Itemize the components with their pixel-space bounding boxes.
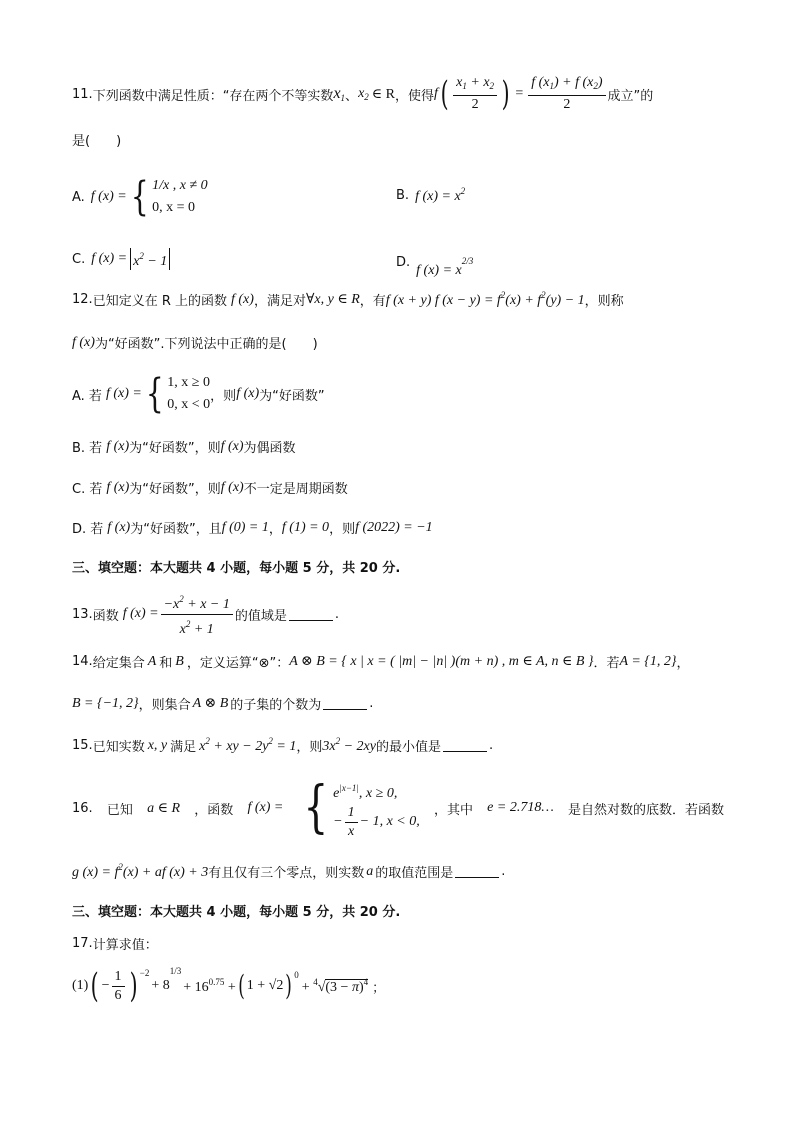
q17-part1: (1) ( − $\frac{1}{6}$ ) −2 + 8 1/3 + $16^{0.75}$ + ( 1 + √2 ) 0 + $^4√(3 - \pi)^4$ ；	[72, 966, 386, 1006]
q11-a-case1: 1/x , x ≠ 0	[152, 178, 208, 193]
q13-answer-blank[interactable]	[289, 608, 333, 621]
q11-a-case2: 0, x = 0	[152, 200, 196, 215]
q14-line1: 14. 给定集合 A 和 B ，定义运算“⊗”： A ⊗ B = { x | x = ( |m| − |n| )(m + n) , m ∈ A, n ∈ B } ．若 A = {1, 2} ，	[72, 653, 690, 671]
section-heading-fill-in-2: 三、填空题：本大题共 4 小题，每小题 5 分，共 20 分.	[72, 905, 401, 920]
q12-option-b: B. 若 f (x) 为“好函数”，则 f (x) 为偶函数	[72, 438, 296, 456]
q11-option-d: D. f $(x) = x^{2/3}$	[396, 255, 474, 278]
q11-number: 11.	[72, 86, 93, 102]
q11-option-a: A. f (x) = { 1/x , x ≠ 0 0, x = 0	[72, 174, 208, 220]
q11-frac-left: $\frac{x_1 + x_2}{2}$	[453, 75, 497, 113]
q16-line1: 16. 已知 a ∈ R ，函数 f (x) = { $e^{|x-1|}$, x ≥ 0, − $\frac{1}{x}$ − 1, x < 0, ，其中 e = 2.718… 是自然对数的底数．若函数	[72, 775, 724, 840]
q11-line2: 是( )	[72, 134, 122, 149]
q12-line2: f (x) 为“好函数”.下列说法中正确的是( )	[72, 334, 318, 352]
q12-line1: 12. 已知定义在 R 上的函数 f (x) ，满足对 ∀x, y ∈ R ，有 f (x + y) f $(x - y) = f^2(x) + f^2(y) - 1$ ，则称	[72, 290, 624, 309]
q11-stem: 下列函数中满足性质：“存在两个不等实数	[92, 88, 334, 104]
q14-number: 14.	[72, 654, 93, 669]
q16-line2: g $(x) = f^2(x)$ + af (x) + 3 有且仅有三个零点，则实数 a 的取值范围是 .	[72, 862, 506, 881]
q14-line2: B = {−1, 2} ，则集合 A ⊗ B 的子集的个数为 .	[72, 695, 374, 713]
q15: 15. 已知实数 x, y 满足 $x^2$ + xy − $2y^2 = 1$ ，则 $3x^2 - 2xy$ 的最小值是 .	[72, 736, 494, 755]
q13-number: 13.	[72, 606, 93, 622]
q12-number: 12.	[72, 292, 93, 307]
q16-number: 16.	[72, 800, 93, 816]
q14-answer-blank[interactable]	[323, 697, 367, 710]
q16-answer-blank[interactable]	[455, 865, 499, 878]
q11-x1: $x_1$	[333, 85, 346, 103]
q12-option-d: D. 若 f (x) 为“好函数”，且 f (0) = 1 ， f (1) = 0 ，则 f (2022) = −1	[72, 519, 433, 537]
q15-number: 15.	[72, 738, 93, 753]
q12-option-a: A. 若 f (x) = { 1, x ≥ 0 0, x < 0 ，则 f (x) 为“好函数”	[72, 371, 325, 417]
q11-line1: 11. 下列函数中满足性质：“存在两个不等实数 $x_1$ 、 $x_2$ ∈ R ，使得 f ( $\frac{x_1 + x_2}{2}$ ) = $\frac{f (x_1) + f (x_2)}{2}$ 成立”的	[72, 74, 654, 114]
q13-fraction: $\frac{-x^2 + x - 1}{x^2 + 1}$	[161, 591, 233, 638]
q14-operation: A ⊗ B = { x | x = ( |m| − |n| )(m + n) , m ∈ A, n ∈ B }	[289, 654, 594, 669]
q16-piecewise: { $e^{|x-1|}$, x ≥ 0, − $\frac{1}{x}$ − 1, x < 0,	[302, 775, 420, 840]
q11-x2: $x_2$	[358, 86, 369, 102]
q11-option-b: B. f $(x) = x^2$	[396, 186, 466, 204]
q17-number: 17.	[72, 936, 93, 951]
q17-line1: 17. 计算求值：	[72, 936, 158, 953]
q13: 13. 函数 f (x) = $\frac{-x^2 + x - 1}{x^2 + 1}$ 的值域是 .	[72, 594, 339, 634]
q11-option-c: C. f (x) = $x^2 - 1$	[72, 248, 170, 270]
q15-answer-blank[interactable]	[443, 739, 487, 752]
section-heading-fill-in: 三、填空题：本大题共 4 小题，每小题 5 分，共 20 分.	[72, 561, 401, 576]
q12-option-c: C. 若 f (x) 为“好函数”，则 f (x) 不一定是周期函数	[72, 479, 348, 497]
q12-equation: f (x + y) f $(x - y) = f^2(x) + f^2(y) - 1$	[385, 290, 585, 308]
q11-frac-right: $\frac{f (x_1) + f (x_2)}{2}$	[528, 75, 605, 113]
